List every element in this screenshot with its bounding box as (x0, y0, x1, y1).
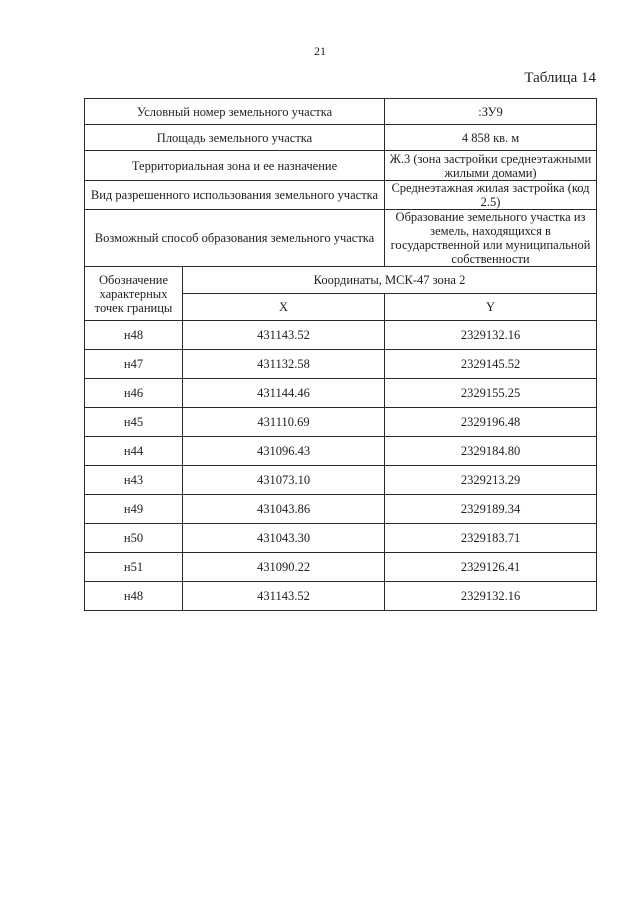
y-value: 2329155.25 (385, 379, 597, 408)
point-name: н48 (85, 321, 183, 350)
y-value: 2329145.52 (385, 350, 597, 379)
point-name: н48 (85, 582, 183, 611)
x-value: 431043.86 (183, 495, 385, 524)
y-value: 2329213.29 (385, 466, 597, 495)
y-value: 2329183.71 (385, 524, 597, 553)
y-value: 2329184.80 (385, 437, 597, 466)
y-value: 2329126.41 (385, 553, 597, 582)
info-value: Ж.3 (зона застройки среднеэтажными жилыми домами) (385, 151, 597, 181)
info-label: Возможный способ образования земельного участка (85, 210, 385, 267)
y-value: 2329132.16 (385, 321, 597, 350)
coordinate-row (85, 466, 597, 495)
y-value: 2329189.34 (385, 495, 597, 524)
info-value: Образование земельного участка из земель, находящихся в государственной или муниципальной собственности (385, 210, 597, 267)
x-value: 431132.58 (183, 350, 385, 379)
coordinate-row (85, 408, 597, 437)
point-header: Обозначение характерных точек границы (85, 267, 183, 321)
x-value: 431110.69 (183, 408, 385, 437)
point-name: н43 (85, 466, 183, 495)
y-value: 2329132.16 (385, 582, 597, 611)
info-label: Условный номер земельного участка (85, 99, 385, 125)
info-value: 4 858 кв. м (385, 125, 597, 151)
land-plot-table (84, 98, 597, 611)
coordinate-row (85, 379, 597, 408)
info-row-zone (85, 151, 597, 181)
point-name: н45 (85, 408, 183, 437)
y-header: Y (385, 294, 597, 321)
coordinate-row (85, 524, 597, 553)
x-header: X (183, 294, 385, 321)
coordinate-system-header: Координаты, МСК-47 зона 2 (183, 267, 597, 294)
y-value: 2329196.48 (385, 408, 597, 437)
coordinate-row (85, 553, 597, 582)
info-label: Площадь земельного участка (85, 125, 385, 151)
coordinate-row (85, 582, 597, 611)
point-name: н51 (85, 553, 183, 582)
info-row-plot-number (85, 99, 597, 125)
x-value: 431073.10 (183, 466, 385, 495)
point-name: н49 (85, 495, 183, 524)
coordinate-row (85, 437, 597, 466)
info-value: :ЗУ9 (385, 99, 597, 125)
coordinate-row (85, 495, 597, 524)
point-name: н50 (85, 524, 183, 553)
info-label: Территориальная зона и ее назначение (85, 151, 385, 181)
x-value: 431096.43 (183, 437, 385, 466)
table-caption: Таблица 14 (524, 70, 596, 86)
info-row-permitted-use (85, 181, 597, 210)
coordinate-row (85, 350, 597, 379)
coordinate-row (85, 321, 597, 350)
info-label: Вид разрешенного использования земельного участка (85, 181, 385, 210)
x-value: 431144.46 (183, 379, 385, 408)
x-value: 431143.52 (183, 321, 385, 350)
point-name: н46 (85, 379, 183, 408)
x-value: 431143.52 (183, 582, 385, 611)
page-number: 21 (314, 44, 326, 58)
coordinates-header-row (85, 267, 597, 294)
info-row-area (85, 125, 597, 151)
x-value: 431043.30 (183, 524, 385, 553)
x-value: 431090.22 (183, 553, 385, 582)
point-name: н47 (85, 350, 183, 379)
point-name: н44 (85, 437, 183, 466)
info-row-formation-method (85, 210, 597, 267)
info-value: Среднеэтажная жилая застройка (код 2.5) (385, 181, 597, 210)
